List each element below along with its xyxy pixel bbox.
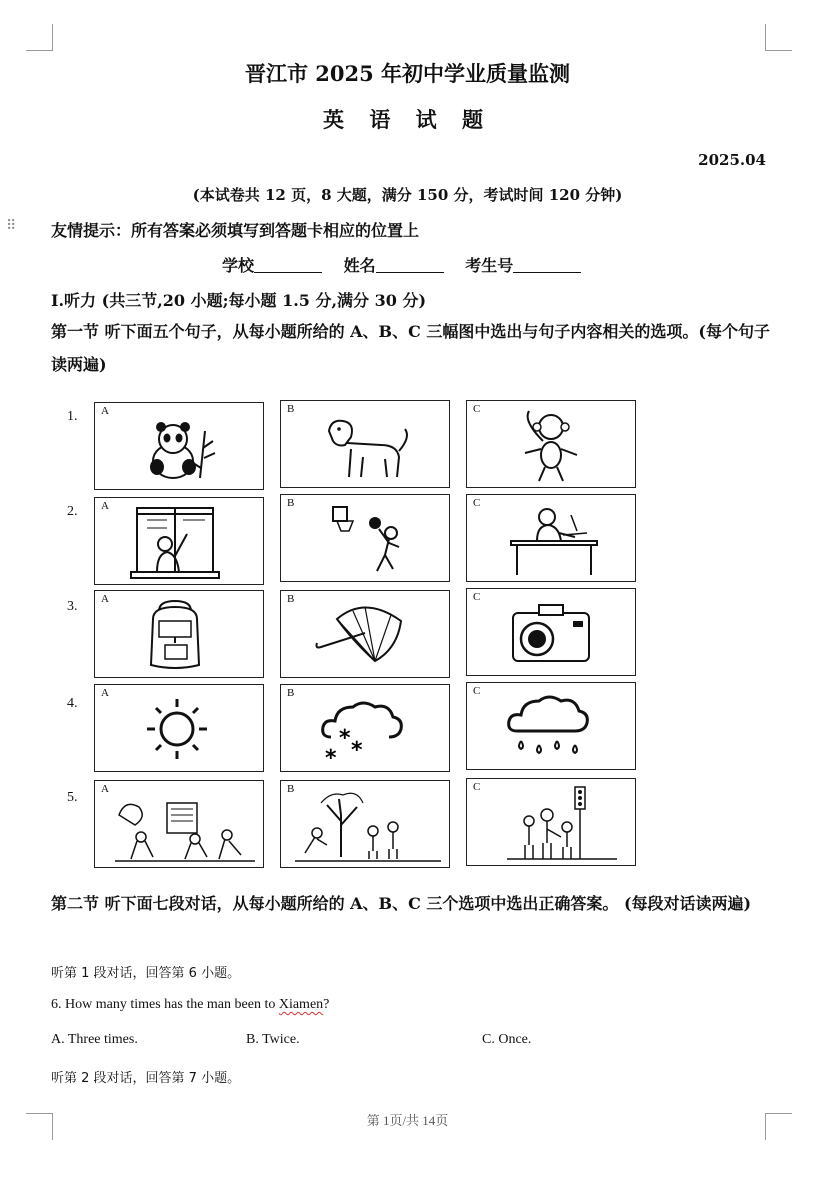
question-6-option-b: B. Twice. xyxy=(246,1032,300,1047)
option-picture[interactable] xyxy=(466,588,636,676)
umbrella-icon xyxy=(281,591,451,679)
exam-title: 晋江市 2025 年初中学业质量监测 xyxy=(244,61,571,86)
friendly-tip: 友情提示：所有答案必须填写到答题卡相应的位置上 xyxy=(51,221,420,240)
option-picture[interactable] xyxy=(466,494,636,582)
helping-cross-road-icon xyxy=(467,779,637,867)
option-label: A xyxy=(101,500,109,512)
option-label: B xyxy=(287,497,295,509)
question-number: 5. xyxy=(67,790,78,805)
option-label: C xyxy=(473,781,481,793)
cleaning-street-icon xyxy=(95,781,265,869)
option-label: B xyxy=(287,783,295,795)
school-blank[interactable] xyxy=(254,256,322,273)
part2-instruction: 第二节 听下面七段对话，从每小题所给的 A、B、C 三个选项中选出正确答案。 (每段对话读两遍) xyxy=(51,894,752,913)
option-label: B xyxy=(287,403,295,415)
option-picture[interactable] xyxy=(94,402,264,490)
page-footer: 第 1页/共 14页 xyxy=(366,1113,449,1128)
question-6-text: 6. How many times has the man been to xyxy=(51,997,279,1012)
option-picture[interactable] xyxy=(466,778,636,866)
exam-date: 2025.04 xyxy=(698,151,766,169)
panda-icon xyxy=(95,403,265,491)
backpack-icon xyxy=(95,591,265,679)
dialog-2-prompt: 听第 2 段对话，回答第 7 小题。 xyxy=(51,1071,241,1086)
question-6 xyxy=(51,997,329,1013)
window-cleaning-icon xyxy=(95,498,265,586)
basketball-icon xyxy=(281,495,451,583)
school-label: 学校 xyxy=(222,256,255,275)
option-picture[interactable] xyxy=(94,684,264,772)
name-label: 姓名 xyxy=(343,256,376,275)
option-picture[interactable] xyxy=(280,494,450,582)
option-label: C xyxy=(473,591,481,603)
dialog-1-prompt: 听第 1 段对话，回答第 6 小题。 xyxy=(51,966,241,981)
option-picture[interactable] xyxy=(94,780,264,868)
question-number: 4. xyxy=(67,696,78,711)
exam-subtitle: 英 语 试 题 xyxy=(323,107,492,132)
id-label: 考生号 xyxy=(465,256,514,275)
question-6-option-a: A. Three times. xyxy=(51,1032,138,1047)
option-label: A xyxy=(101,593,109,605)
option-label: A xyxy=(101,405,109,417)
option-picture[interactable] xyxy=(280,780,450,868)
question-number: 1. xyxy=(67,409,78,424)
option-label: C xyxy=(473,403,481,415)
option-label: C xyxy=(473,685,481,697)
name-blank[interactable] xyxy=(376,256,444,273)
option-label: B xyxy=(287,687,295,699)
option-picture[interactable] xyxy=(466,400,636,488)
svg-text:*: * xyxy=(325,746,337,771)
student-info-line xyxy=(222,253,597,276)
camera-icon xyxy=(467,589,637,677)
part1-instruction: 第一节 听下面五个句子，从每小题所给的 A、B、C 三幅图中选出与句子内容相关的选项。(每个句子读两遍) xyxy=(51,322,770,374)
option-picture[interactable] xyxy=(94,497,264,585)
option-picture[interactable] xyxy=(94,590,264,678)
question-number: 2. xyxy=(67,504,78,519)
option-picture[interactable] xyxy=(466,682,636,770)
question-number: 3. xyxy=(67,599,78,614)
question-6-place: Xiamen xyxy=(278,997,324,1012)
question-6-option-c: C. Once. xyxy=(482,1032,532,1047)
studying-icon xyxy=(467,495,637,583)
paper-info: (本试卷共 12 页，8 大题，满分 150 分，考试时间 120 分钟) xyxy=(192,186,623,204)
option-picture[interactable] xyxy=(280,684,450,772)
planting-tree-icon xyxy=(281,781,451,869)
rain-icon xyxy=(467,683,637,771)
sun-icon xyxy=(95,685,265,773)
option-picture[interactable] xyxy=(280,400,450,488)
section-heading-listening: Ⅰ.听力 (共三节,20 小题;每小题 1.5 分,满分 30 分) xyxy=(51,291,427,310)
crop-mark-top-right xyxy=(765,24,792,51)
option-picture[interactable] xyxy=(280,590,450,678)
id-blank[interactable] xyxy=(513,256,581,273)
svg-text:*: * xyxy=(351,738,363,763)
monkey-icon xyxy=(467,401,637,489)
svg-text:*: * xyxy=(339,726,351,751)
option-label: A xyxy=(101,783,109,795)
question-6-end: ? xyxy=(323,997,330,1012)
dog-icon xyxy=(281,401,451,489)
option-label: B xyxy=(287,593,295,605)
drag-handle-icon[interactable]: ⠿ xyxy=(6,218,15,234)
option-label: A xyxy=(101,687,109,699)
crop-mark-top-left xyxy=(26,24,53,51)
snow-icon xyxy=(281,685,451,773)
option-label: C xyxy=(473,497,481,509)
